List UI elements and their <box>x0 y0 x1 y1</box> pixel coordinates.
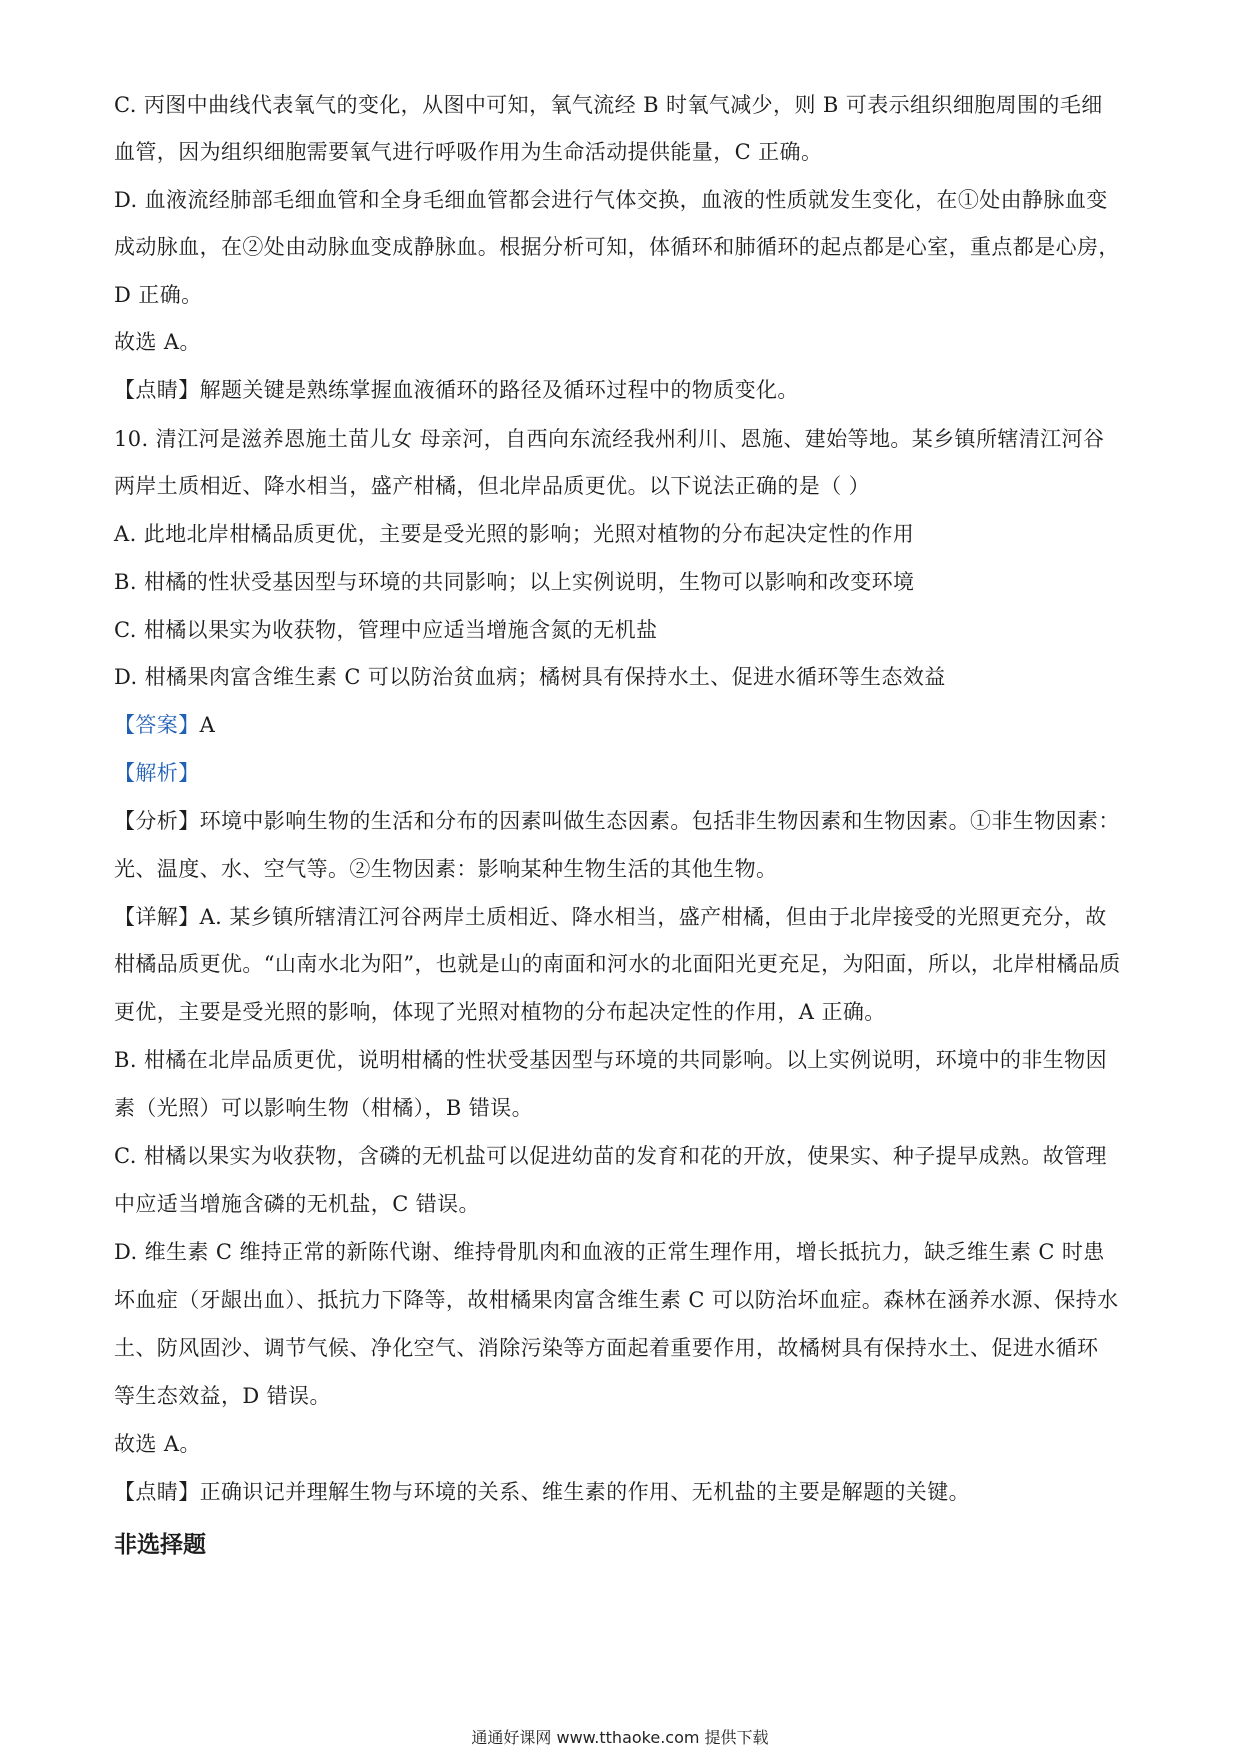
text-line: 坏血症（牙龈出血）、抵抗力下降等，故柑橘果肉富含维生素 C 可以防治坏血症。森林在涵养水源、保持水 <box>114 1288 1119 1312</box>
text-line: 成动脉血，在②处由动脉血变成静脉血。根据分析可知，体循环和肺循环的起点都是心室，重点都是心房， <box>114 235 1120 259</box>
question-stem: 两岸土质相近、降水相当，盛产柑橘，但北岸品质更优。以下说法正确的是（ ） <box>114 474 871 498</box>
text-line: B. 柑橘在北岸品质更优，说明柑橘的性状受基因型与环境的共同影响。以上实例说明，环境中的非生物因 <box>114 1048 1107 1072</box>
text-line: 血管，因为组织细胞需要氧气进行呼吸作用为生命活动提供能量，C 正确。 <box>114 140 823 164</box>
question-stem: 10. 清江河是滋养恩施土苗儿女 母亲河，自西向东流经我州利川、恩施、建始等地。某乡镇所辖清江河谷 <box>114 427 1105 451</box>
text-line: 【点睛】解题关键是熟练掌握血液循环的路径及循环过程中的物质变化。 <box>114 378 799 402</box>
option-c: C. 柑橘以果实为收获物，管理中应适当增施含氮的无机盐 <box>114 618 658 642</box>
option-b: B. 柑橘的性状受基因型与环境的共同影响；以上实例说明，生物可以影响和改变环境 <box>114 570 915 594</box>
text-line: 【详解】A. 某乡镇所辖清江河谷两岸土质相近、降水相当，盛产柑橘，但由于北岸接受的光照更充分，故 <box>114 905 1107 929</box>
text-line: 更优，主要是受光照的影响，体现了光照对植物的分布起决定性的作用，A 正确。 <box>114 1000 886 1024</box>
text-line: C. 柑橘以果实为收获物，含磷的无机盐可以促进幼苗的发育和花的开放，使果实、种子提早成熟。故管理 <box>114 1144 1107 1168</box>
page-footer: 通通好课网 www.tthaoke.com 提供下载 <box>471 1728 769 1747</box>
text-line: 【分析】环境中影响生物的生活和分布的因素叫做生态因素。包括非生物因素和生物因素。①非生物因素： <box>114 809 1120 833</box>
text-line: D. 维生素 C 维持正常的新陈代谢、维持骨肌肉和血液的正常生理作用，增长抵抗力，缺乏维生素 C 时患 <box>114 1240 1105 1264</box>
text-line: 故选 A。 <box>114 330 201 354</box>
text-line: 素（光照）可以影响生物（柑橘），B 错误。 <box>114 1096 534 1120</box>
text-line: 等生态效益，D 错误。 <box>114 1384 331 1408</box>
answer-label: 【答案】 <box>114 713 200 737</box>
option-a: A. 此地北岸柑橘品质更优，主要是受光照的影响；光照对植物的分布起决定性的作用 <box>114 522 915 546</box>
text-line: C. 丙图中曲线代表氧气的变化，从图中可知，氧气流经 B 时氧气减少，则 B 可表示组织细胞周围的毛细 <box>114 93 1103 117</box>
analysis-label: 【解析】 <box>114 761 200 785</box>
text-line: 【点睛】正确识记并理解生物与环境的关系、维生素的作用、无机盐的主要是解题的关键。 <box>114 1480 970 1504</box>
option-d: D. 柑橘果肉富含维生素 C 可以防治贫血病；橘树具有保持水土、促进水循环等生态效益 <box>114 665 946 689</box>
text-line: 柑橘品质更优。“山南水北为阳”，也就是山的南面和河水的北面阳光更充足，为阳面，所以，北岸柑橘品质 <box>114 952 1121 976</box>
text-line: D. 血液流经肺部毛细血管和全身毛细血管都会进行气体交换，血液的性质就发生变化，在①处由静脉血变 <box>114 188 1108 212</box>
section-heading: 非选择题 <box>114 1532 206 1558</box>
text-line: 土、防风固沙、调节气候、净化空气、消除污染等方面起着重要作用，故橘树具有保持水土、促进水循环 <box>114 1336 1099 1360</box>
text-line: 故选 A。 <box>114 1432 201 1456</box>
answer-line <box>114 710 215 740</box>
answer-value: A <box>199 713 216 737</box>
text-line: D 正确。 <box>114 283 203 307</box>
text-line: 光、温度、水、空气等。②生物因素：影响某种生物生活的其他生物。 <box>114 857 778 881</box>
text-line: 中应适当增施含磷的无机盐，C 错误。 <box>114 1192 480 1216</box>
